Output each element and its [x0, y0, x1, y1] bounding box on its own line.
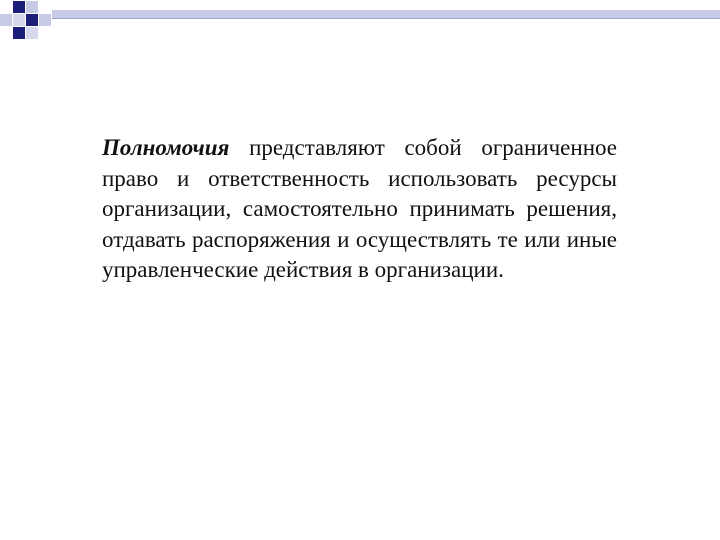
- decorative-square: [13, 1, 25, 13]
- decorative-square: [0, 14, 12, 26]
- decorative-square: [26, 27, 38, 39]
- decorative-square: [39, 14, 51, 26]
- decorative-square: [13, 14, 25, 26]
- definition-paragraph: [102, 133, 617, 286]
- header-rule-line: [52, 18, 720, 19]
- decorative-square: [13, 27, 25, 39]
- decorative-square: [26, 1, 38, 13]
- header-rule: [52, 10, 720, 18]
- decorative-square: [26, 14, 38, 26]
- defined-term: Полномочия: [102, 135, 230, 160]
- definition-text: представляют собой ограниченное право и ответственность использовать ресурсы организации, самостоятельно принимать решения, отдавать распоряжения и осуществлять те или иные управленческие действия в организации.: [102, 135, 618, 282]
